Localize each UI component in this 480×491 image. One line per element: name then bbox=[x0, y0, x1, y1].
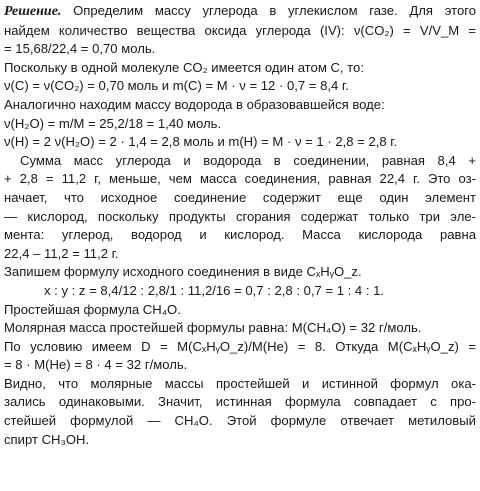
line-8: ν(H) = 2 ν(H₂O) = 2 · 1,4 = 2,8 моль и m(H) = M · ν = 1 · 2,8 = 2,8 г. bbox=[4, 134, 398, 150]
line-15: Запишем формулу исходного соединения в виде CₓHᵧO_z. bbox=[4, 264, 362, 280]
line-7: ν(H₂O) = m/M = 25,2/18 = 1,40 моль. bbox=[4, 115, 222, 131]
line-16: x : y : z = 8,4/12 : 2,8/1 : 11,2/16 = 0,7 : 2,8 : 0,7 = 1 : 4 : 1. bbox=[44, 282, 385, 298]
line-23: стейшей формулой — CH₄O. Этой формуле отвечает метиловый bbox=[4, 413, 476, 429]
solution-heading: Решение. bbox=[4, 4, 62, 19]
line-17: Простейшая формула CH₄O. bbox=[4, 301, 181, 317]
line-18: Молярная масса простейшей формулы равна: M(CH₄O) = 32 г/моль. bbox=[4, 320, 422, 336]
line-13: мента: углерод, водород и кислород. Масса кислорода равна bbox=[4, 227, 476, 243]
line-22: зались одинаковыми. Значит, истинная формула совпадает с про- bbox=[4, 394, 476, 410]
line-14: 22,4 – 11,2 = 11,2 г. bbox=[4, 245, 119, 261]
line-9: Сумма масс углерода и водорода в соединении, равная 8,4 + bbox=[20, 152, 476, 168]
line-10: + 2,8 = 11,2 г, меньше, чем масса соединения, равная 22,4 г. Это оз- bbox=[4, 171, 476, 187]
line-1: Решение. Определим массу углерода в углекислом газе. Для этого bbox=[4, 3, 476, 19]
line-24: спирт CH₃OH. bbox=[4, 431, 90, 447]
line-5: ν(C) = ν(CO₂) = 0,70 моль и m(C) = M · ν = 12 · 0,7 = 8,4 г. bbox=[4, 78, 349, 94]
line-4: Поскольку в одной молекуле CO₂ имеется один атом C, то: bbox=[4, 59, 364, 75]
line-3: = 15,68/22,4 = 0,70 моль. bbox=[4, 41, 156, 57]
line-19: По условию имеем D = M(CₓHᵧO_z)/M(He) = 8. Откуда M(CₓHᵧO_z) = bbox=[4, 338, 476, 354]
line-12: — кислород, поскольку продукты сгорания содержат только три эле- bbox=[4, 208, 476, 224]
line-6: Аналогично находим массу водорода в образовавшейся воде: bbox=[4, 96, 385, 112]
line-11: начает, что исходное соединение содержит еще один элемент bbox=[4, 189, 476, 205]
line-2: найдем количество вещества оксида углерода (IV): ν(CO₂) = V/V_M = bbox=[4, 22, 476, 38]
line-20: = 8 · M(He) = 8 · 4 = 32 г/моль. bbox=[4, 357, 188, 373]
line-21: Видно, что молярные массы простейшей и истинной формул ока- bbox=[4, 375, 476, 391]
